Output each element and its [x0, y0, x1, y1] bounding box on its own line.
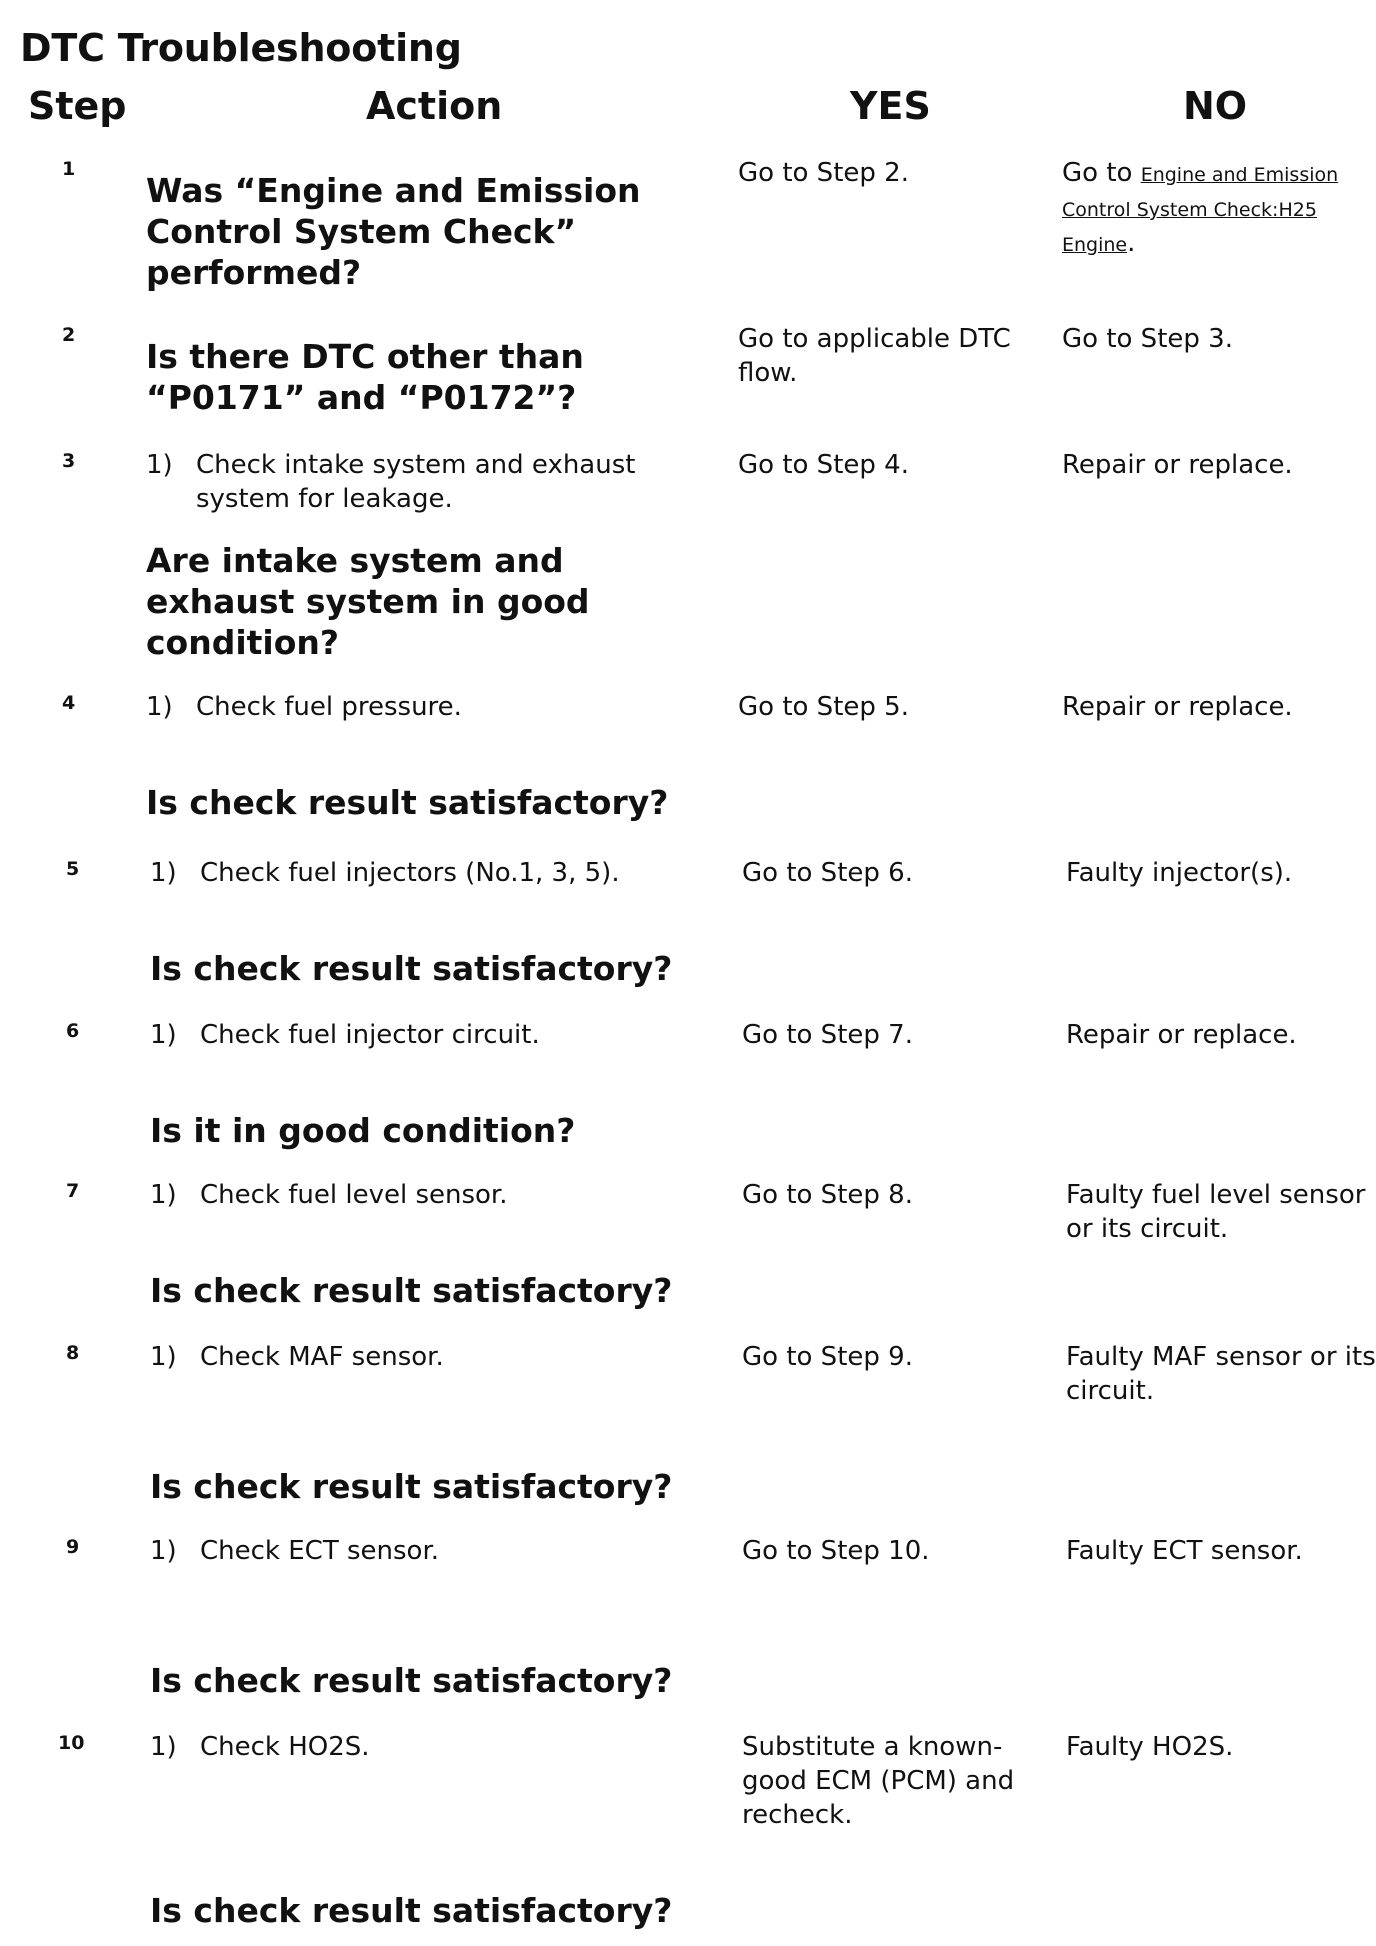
- step-number: 2: [62, 324, 76, 346]
- action-substeps: [150, 856, 710, 890]
- action-question: Is check result satisfactory?: [150, 1891, 673, 1930]
- action-question: Is check result satisfactory?: [150, 1661, 673, 1700]
- no-result: Faulty fuel level sensor or its circuit.: [1066, 1180, 1366, 1244]
- no-result: Faulty MAF sensor or its circuit.: [1066, 1342, 1376, 1406]
- action-substeps: [150, 1534, 710, 1568]
- yes-result: Go to applicable DTC flow.: [738, 324, 1011, 388]
- action-substep: [150, 1340, 710, 1374]
- substep-text: Check ECT sensor.: [200, 1536, 440, 1566]
- header-no: NO: [1183, 84, 1248, 128]
- step-number: 10: [58, 1732, 85, 1754]
- substep-text: Check intake system and exhaust system for leakage.: [196, 450, 636, 514]
- action-question: Is check result satisfactory?: [150, 949, 673, 988]
- substep-text: Check fuel injector circuit.: [200, 1020, 540, 1050]
- step-number: 8: [66, 1342, 80, 1364]
- action-question: Is check result satisfactory?: [150, 1467, 673, 1506]
- substep-number: 1): [146, 450, 173, 480]
- yes-result: Go to Step 2.: [738, 158, 909, 188]
- substep-number: 1): [150, 1536, 177, 1566]
- no-result: Go to Step 3.: [1062, 324, 1233, 354]
- no-result: Repair or replace.: [1062, 450, 1293, 480]
- substep-number: 1): [150, 858, 177, 888]
- yes-result: Go to Step 7.: [742, 1020, 913, 1050]
- action-question: Is check result satisfactory?: [150, 1271, 673, 1310]
- yes-result: Go to Step 8.: [742, 1180, 913, 1210]
- action-substep: [146, 690, 706, 724]
- substep-text: Check MAF sensor.: [200, 1342, 444, 1372]
- action-substeps: [150, 1178, 710, 1212]
- action-question: Is check result satisfactory?: [146, 783, 669, 822]
- yes-result: Go to Step 10.: [742, 1536, 930, 1566]
- action-substeps: [150, 1730, 710, 1764]
- page-title: DTC Troubleshooting: [20, 26, 462, 70]
- action-substeps: [150, 1340, 710, 1374]
- step-number: 5: [66, 858, 80, 880]
- action-substep: [150, 1018, 710, 1052]
- substep-number: 1): [146, 692, 173, 722]
- yes-result: Go to Step 9.: [742, 1342, 913, 1372]
- header-yes: YES: [850, 84, 931, 128]
- step-number: 6: [66, 1020, 80, 1042]
- substep-text: Check fuel pressure.: [196, 692, 462, 722]
- action-substeps: [146, 690, 706, 724]
- yes-result: Go to Step 6.: [742, 858, 913, 888]
- action-substep: [150, 1534, 710, 1568]
- substep-number: 1): [150, 1020, 177, 1050]
- no-result: Faulty injector(s).: [1066, 858, 1293, 888]
- header-step: Step: [28, 84, 127, 128]
- yes-result: Go to Step 4.: [738, 450, 909, 480]
- step-number: 7: [66, 1180, 80, 1202]
- step-number: 1: [62, 158, 76, 180]
- engine-check-link[interactable]: Engine and Emission Control System Check:H25 Engine: [1062, 164, 1339, 256]
- step-number: 3: [62, 450, 76, 472]
- no-result: Faulty ECT sensor.: [1066, 1536, 1303, 1566]
- no-result: Repair or replace.: [1062, 692, 1293, 722]
- substep-number: 1): [150, 1342, 177, 1372]
- action-substep: [146, 448, 706, 516]
- action-question: Is it in good condition?: [150, 1111, 576, 1150]
- action-substep: [150, 1178, 710, 1212]
- action-substep: [150, 1730, 710, 1764]
- action-substep: [150, 856, 710, 890]
- no-result: Faulty HO2S.: [1066, 1732, 1234, 1762]
- no-result-suffix: .: [1127, 228, 1136, 258]
- action-substeps: [146, 448, 706, 516]
- action-substeps: [150, 1018, 710, 1052]
- substep-number: 1): [150, 1180, 177, 1210]
- no-result: Repair or replace.: [1066, 1020, 1297, 1050]
- yes-result: Go to Step 5.: [738, 692, 909, 722]
- step-number: 4: [62, 692, 76, 714]
- action-question: Was “Engine and Emission Control System Check” performed?: [146, 171, 641, 292]
- substep-number: 1): [150, 1732, 177, 1762]
- action-question: Are intake system and exhaust system in good condition?: [146, 541, 590, 662]
- no-result-prefix: Go to: [1062, 158, 1141, 188]
- substep-text: Check fuel level sensor.: [200, 1180, 508, 1210]
- yes-result: Substitute a known-good ECM (PCM) and recheck.: [742, 1732, 1015, 1830]
- step-number: 9: [66, 1536, 80, 1558]
- no-result: [1062, 156, 1372, 261]
- substep-text: Check fuel injectors (No.1, 3, 5).: [200, 858, 620, 888]
- action-question: Is there DTC other than “P0171” and “P0172”?: [146, 337, 584, 417]
- header-action: Action: [366, 84, 503, 128]
- substep-text: Check HO2S.: [200, 1732, 370, 1762]
